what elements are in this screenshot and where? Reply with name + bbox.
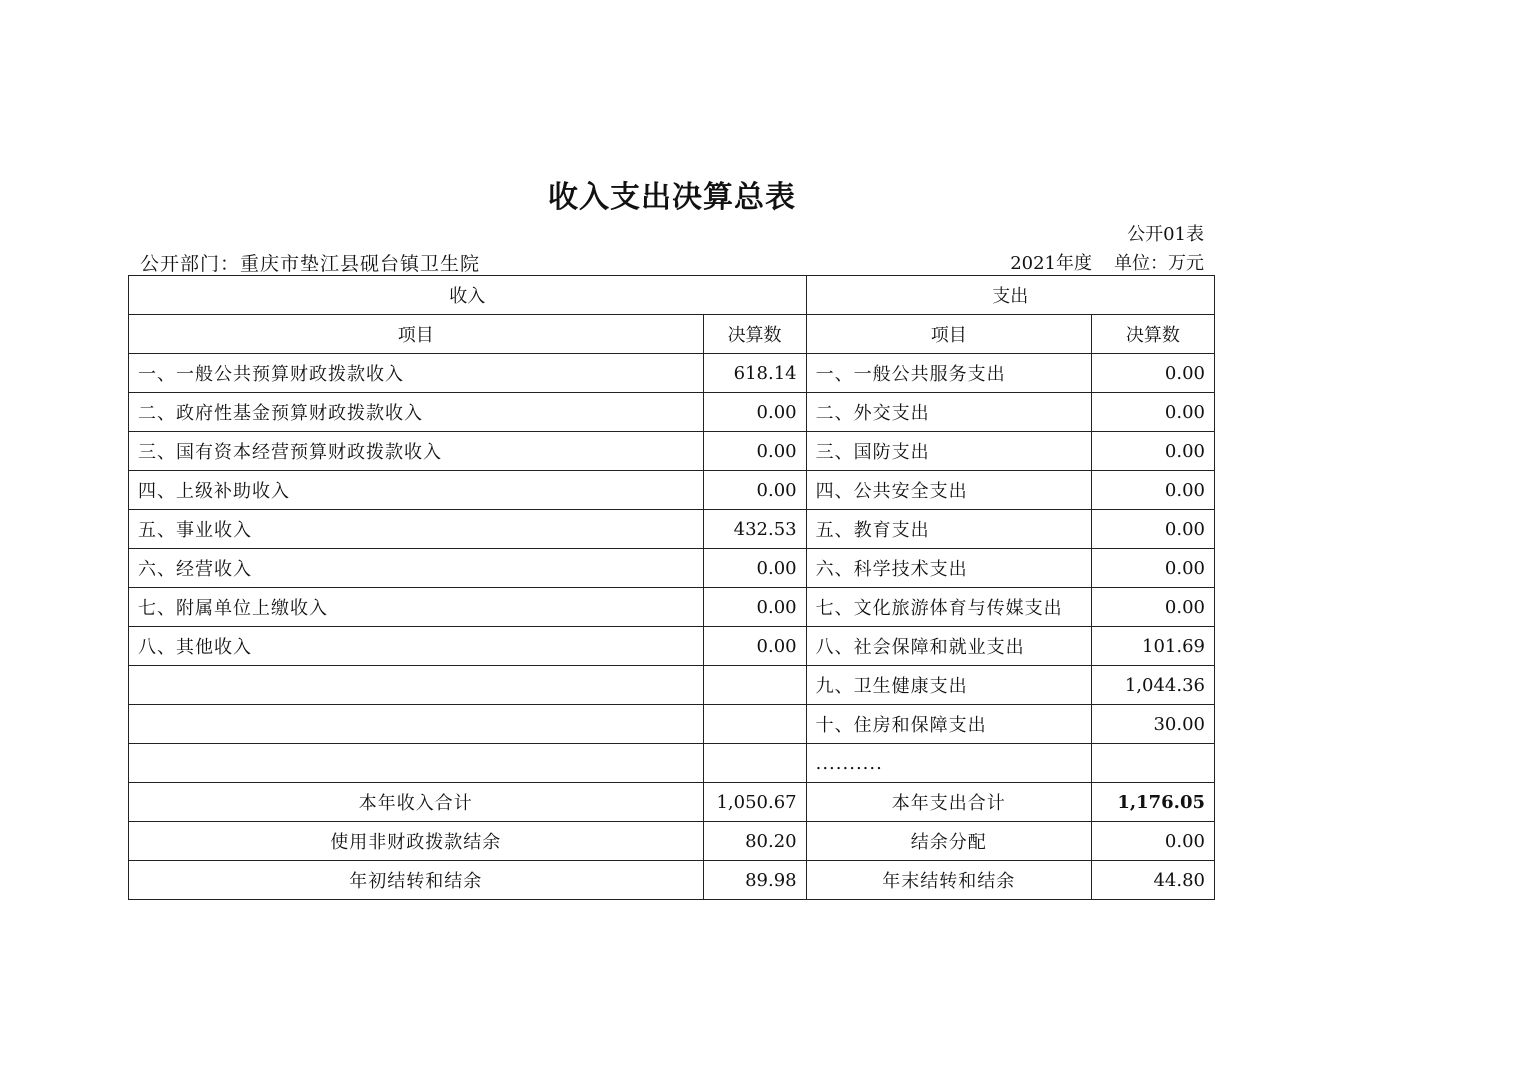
income-item [129, 666, 704, 705]
expense-item: 八、社会保障和就业支出 [806, 627, 1091, 666]
expense-item: 二、外交支出 [806, 393, 1091, 432]
table-row [129, 471, 1215, 510]
expense-amount: 0.00 [1091, 549, 1214, 588]
total-row [129, 783, 1215, 822]
table-row [129, 432, 1215, 471]
income-item-header: 项目 [129, 315, 704, 354]
table-row [129, 705, 1215, 744]
income-amount [703, 705, 806, 744]
expense-amount [1091, 744, 1214, 783]
table-row [129, 549, 1215, 588]
expense-total-amount: 1,176.05 [1091, 783, 1214, 822]
expense-total-label: 年末结转和结余 [806, 861, 1091, 900]
year-unit [1010, 249, 1204, 275]
department [140, 249, 480, 276]
income-section-header: 收入 [129, 276, 807, 315]
income-item: 六、经营收入 [129, 549, 704, 588]
income-amount: 0.00 [703, 393, 806, 432]
page-title: 收入支出决算总表 [548, 180, 796, 215]
table-row [129, 354, 1215, 393]
department-name: 重庆市垫江县砚台镇卫生院 [240, 253, 481, 275]
expense-item: 九、卫生健康支出 [806, 666, 1091, 705]
income-item [129, 705, 704, 744]
income-item: 五、事业收入 [129, 510, 704, 549]
income-item: 一、一般公共预算财政拨款收入 [129, 354, 704, 393]
expense-item: 六、科学技术支出 [806, 549, 1091, 588]
income-amount [703, 666, 806, 705]
income-total-amount: 1,050.67 [703, 783, 806, 822]
expense-item: 七、文化旅游体育与传媒支出 [806, 588, 1091, 627]
income-amount: 0.00 [703, 432, 806, 471]
expense-item: 四、公共安全支出 [806, 471, 1091, 510]
table-row [129, 510, 1215, 549]
income-total-label: 年初结转和结余 [129, 861, 704, 900]
expense-amount: 1,044.36 [1091, 666, 1214, 705]
income-amount: 0.00 [703, 549, 806, 588]
income-expense-table [128, 275, 1215, 900]
total-row [129, 861, 1215, 900]
income-amount [703, 744, 806, 783]
expense-amount: 0.00 [1091, 471, 1214, 510]
expense-total-amount: 0.00 [1091, 822, 1214, 861]
income-total-label: 本年收入合计 [129, 783, 704, 822]
expense-item: .......... [806, 744, 1091, 783]
income-total-amount: 89.98 [703, 861, 806, 900]
expense-item-header: 项目 [806, 315, 1091, 354]
table-row [129, 588, 1215, 627]
table-row [129, 666, 1215, 705]
income-item [129, 744, 704, 783]
expense-total-label: 结余分配 [806, 822, 1091, 861]
expense-amount: 0.00 [1091, 588, 1214, 627]
currency-unit: 单位：万元 [1114, 253, 1204, 274]
income-item: 三、国有资本经营预算财政拨款收入 [129, 432, 704, 471]
expense-item: 十、住房和保障支出 [806, 705, 1091, 744]
income-amount: 618.14 [703, 354, 806, 393]
expense-amount: 0.00 [1091, 510, 1214, 549]
table-row [129, 744, 1215, 783]
expense-total-label: 本年支出合计 [806, 783, 1091, 822]
income-item: 八、其他收入 [129, 627, 704, 666]
expense-item: 一、一般公共服务支出 [806, 354, 1091, 393]
table-row [129, 627, 1215, 666]
form-number: 公开01表 [1127, 224, 1204, 245]
expense-item: 五、教育支出 [806, 510, 1091, 549]
total-row [129, 822, 1215, 861]
expense-amount: 0.00 [1091, 432, 1214, 471]
income-amount-header: 决算数 [703, 315, 806, 354]
income-amount: 0.00 [703, 627, 806, 666]
income-amount: 432.53 [703, 510, 806, 549]
expense-amount: 30.00 [1091, 705, 1214, 744]
department-label: 公开部门： [140, 253, 241, 275]
fiscal-year: 2021年度 [1010, 253, 1092, 274]
section-header-row [129, 276, 1215, 315]
income-item: 四、上级补助收入 [129, 471, 704, 510]
income-total-amount: 80.20 [703, 822, 806, 861]
expense-amount: 0.00 [1091, 354, 1214, 393]
expense-amount: 0.00 [1091, 393, 1214, 432]
table-row [129, 393, 1215, 432]
expense-amount-header: 决算数 [1091, 315, 1214, 354]
income-item: 七、附属单位上缴收入 [129, 588, 704, 627]
expense-total-amount: 44.80 [1091, 861, 1214, 900]
expense-section-header: 支出 [806, 276, 1214, 315]
expense-item: 三、国防支出 [806, 432, 1091, 471]
income-item: 二、政府性基金预算财政拨款收入 [129, 393, 704, 432]
expense-amount: 101.69 [1091, 627, 1214, 666]
income-total-label: 使用非财政拨款结余 [129, 822, 704, 861]
income-amount: 0.00 [703, 588, 806, 627]
income-amount: 0.00 [703, 471, 806, 510]
column-header-row [129, 315, 1215, 354]
